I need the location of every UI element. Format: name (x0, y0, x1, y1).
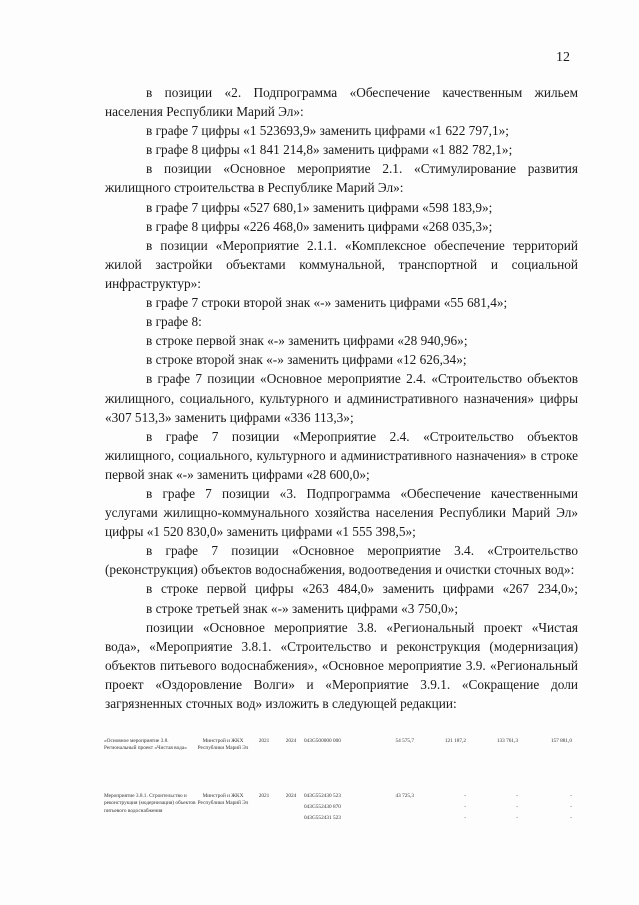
budget-code: 043G552430 870 (304, 804, 341, 810)
value: 157 881,0 (550, 738, 572, 744)
value: - (570, 793, 572, 799)
table-row (104, 738, 576, 793)
value: - (464, 793, 466, 799)
value-cell (522, 793, 576, 826)
document-body (105, 83, 578, 713)
start-year-cell: 2021 (258, 793, 270, 799)
paragraph: в графе 7 строки второй знак «-» заменить цифрами «55 681,4»; (146, 295, 508, 311)
value: - (570, 815, 572, 821)
value-cell (366, 738, 418, 793)
paragraph: в строке третьей знак «-» заменить цифрами «3 750,0»; (146, 600, 459, 616)
value: - (464, 804, 466, 810)
paragraph: в графе 7 позиции «Мероприятие 2.4. «Строительство объектов жилищного, социального, культурного и административного назначения» в строке первой знак «-» заменить цифрами «28 600,0»; (105, 428, 578, 482)
table-row (104, 793, 576, 826)
paragraph: в графе 8 цифры «1 841 214,8» заменить цифрами «1 882 782,1»; (146, 142, 513, 158)
paragraph: в графе 7 позиции «Основное мероприятие 3.4. «Строительство (реконструкция) объектов водоснабжения, водоотведения и очистки сточных вод»: (105, 543, 578, 578)
value-cell (522, 738, 576, 793)
budget-code-cell (304, 793, 366, 826)
end-year-cell: 2024 (285, 793, 297, 799)
paragraph: в строке второй знак «-» заменить цифрами «12 626,34»; (146, 352, 467, 368)
row-name-cell: Мероприятие 3.8.1. Строительство и реконструкция (модернизация) объектов питьевого водоснабжения (104, 793, 196, 814)
value-cell (366, 793, 418, 826)
value-cell (418, 793, 470, 826)
page-number: 12 (556, 50, 570, 65)
value: - (516, 815, 518, 821)
value: - (464, 815, 466, 821)
paragraph: в графе 8 цифры «226 468,0» заменить цифрами «268 035,3»; (146, 218, 493, 234)
value-cell (470, 738, 522, 793)
executor-cell: Минстрой и ЖКХ Республики Марий Эл (197, 793, 249, 807)
end-year-cell: 2024 (285, 738, 297, 744)
program-excerpt-table (104, 738, 576, 826)
paragraph: в позиции «2. Подпрограмма «Обеспечение качественным жильем населения Республики Марий Эл»: (105, 85, 578, 120)
value (366, 804, 414, 815)
paragraph: в графе 8: (146, 314, 202, 330)
value-cell (470, 793, 522, 826)
paragraph: в строке первой знак «-» заменить цифрами «28 940,96»; (146, 333, 468, 349)
value: 133 761,3 (496, 738, 518, 744)
paragraph: в позиции «Мероприятие 2.1.1. «Комплексное обеспечение территорий жилой застройки объектами коммунальной, транспортной и социальной инфраструктур»: (105, 237, 578, 291)
budget-code: 043G552431 523 (304, 815, 341, 821)
paragraph: позиции «Основное мероприятие 3.8. «Региональный проект «Чистая вода», «Мероприятие 3.8.1. «Строительство и реконструкция (модернизация) объектов питьевого водоснабжения», «Основное мероприятие 3.9. «Региональный проект «Оздоровление Волги» и «Мероприятие 3.9.1. «Сокращение доли загрязненных сточных вод» изложить в следующей редакции: (105, 619, 578, 711)
executor-cell: Минстрой и ЖКХ Республики Марий Эл (197, 738, 249, 752)
value (366, 815, 414, 826)
value: 121 187,2 (444, 738, 466, 744)
value: - (516, 804, 518, 810)
paragraph: в строке первой цифры «263 484,0» заменить цифрами «267 234,0»; (146, 581, 578, 597)
paragraph: в графе 7 позиции «3. Подпрограмма «Обеспечение качественными услугами жилищно-коммунального хозяйства населения Республики Марий Эл» цифры «1 520 830,0» заменить цифрами «1 555 398,5»; (105, 485, 578, 540)
value-cell (418, 738, 470, 793)
value: 43 725,3 (395, 793, 414, 799)
paragraph: в графе 7 позиции «Основное мероприятие 2.4. «Строительство объектов жилищного, социального, культурного и административного назначения» цифры «307 513,3» заменить цифрами «336 113,3»; (105, 371, 578, 425)
paragraph: в графе 7 цифры «527 680,1» заменить цифрами «598 183,9»; (146, 199, 493, 215)
paragraph: в графе 7 цифры «1 523693,9» заменить цифрами «1 622 797,1»; (146, 123, 509, 139)
paragraph: в позиции «Основное мероприятие 2.1. «Стимулирование развития жилищного строительства в Республике Марий Эл»: (105, 161, 578, 196)
budget-code-cell (304, 738, 366, 793)
row-name-cell: «Основное мероприятие 3.8. Региональный проект «Чистая вода» (104, 738, 187, 752)
budget-code: 043G552430 523 (304, 793, 341, 799)
start-year-cell: 2021 (258, 738, 270, 744)
value: - (516, 793, 518, 799)
value: - (570, 804, 572, 810)
value: 54 575,7 (395, 738, 414, 744)
budget-code: 043G500000 000 (304, 738, 341, 744)
